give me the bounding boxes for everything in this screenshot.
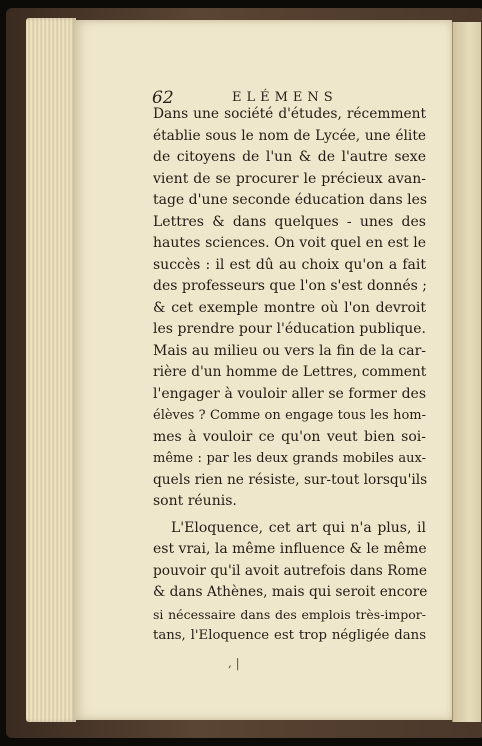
text-line: pouvoir qu'il avoit autrefois dans Rome <box>153 562 428 579</box>
text-line: établie sous le nom de Lycée, une élite <box>153 127 426 144</box>
text-line: tage d'une seconde éducation dans les <box>153 192 428 208</box>
text-line: hautes sciences. On voit quel en est le <box>153 235 426 251</box>
text-line: même : par les deux grands mobiles aux- <box>153 451 426 466</box>
page-number: 62 <box>152 88 174 108</box>
body-text <box>153 104 426 647</box>
page-edges <box>26 18 76 722</box>
text-line: est vrai, la même influence & le même <box>153 541 427 557</box>
text-line: Mais au milieu ou vers la fin de la car- <box>153 342 426 359</box>
text-line: des professeurs que l'on s'est donnés ; <box>153 278 428 294</box>
text-line: l'engager à vouloir aller se former des <box>153 385 426 402</box>
text-line: si nécessaire dans des emplois très-impor- <box>153 606 426 622</box>
text-line: tans, l'Eloquence est trop négligée dans <box>153 628 426 643</box>
text-line: les prendre pour l'éducation publique. <box>153 321 426 337</box>
text-line: de citoyens de l'un & de l'autre sexe <box>153 149 426 165</box>
text-line: succès : il est dû au choix qu'on a fait <box>153 256 426 273</box>
text-line: Lettres & dans quelques - unes des <box>153 213 426 230</box>
text-line: L'Eloquence, cet art qui n'a plus, il <box>171 519 426 536</box>
facing-page-edge <box>452 22 481 722</box>
text-line: Dans une société d'études, récemment <box>153 106 426 122</box>
bottom-marks: , | <box>228 656 240 670</box>
paragraph-1 <box>153 104 426 513</box>
text-line: sont réunis. <box>153 493 237 509</box>
text-line: élèves ? Comme on engage tous les hom- <box>153 408 426 423</box>
text-line: mes à vouloir ce qu'on veut bien soi- <box>153 428 426 445</box>
text-line: rière d'un homme de Lettres, comment <box>153 364 427 380</box>
text-line: quels rien ne résiste, sur-tout lorsqu'ils <box>153 471 428 488</box>
paragraph-2 <box>153 518 426 647</box>
text-line: & cet exemple montre où l'on devroit <box>153 299 426 316</box>
running-title: ELÉMENS <box>232 90 338 105</box>
text-line: vient de se procurer le précieux avan- <box>153 170 426 187</box>
text-line: & dans Athènes, mais qui seroit encore <box>153 584 428 600</box>
